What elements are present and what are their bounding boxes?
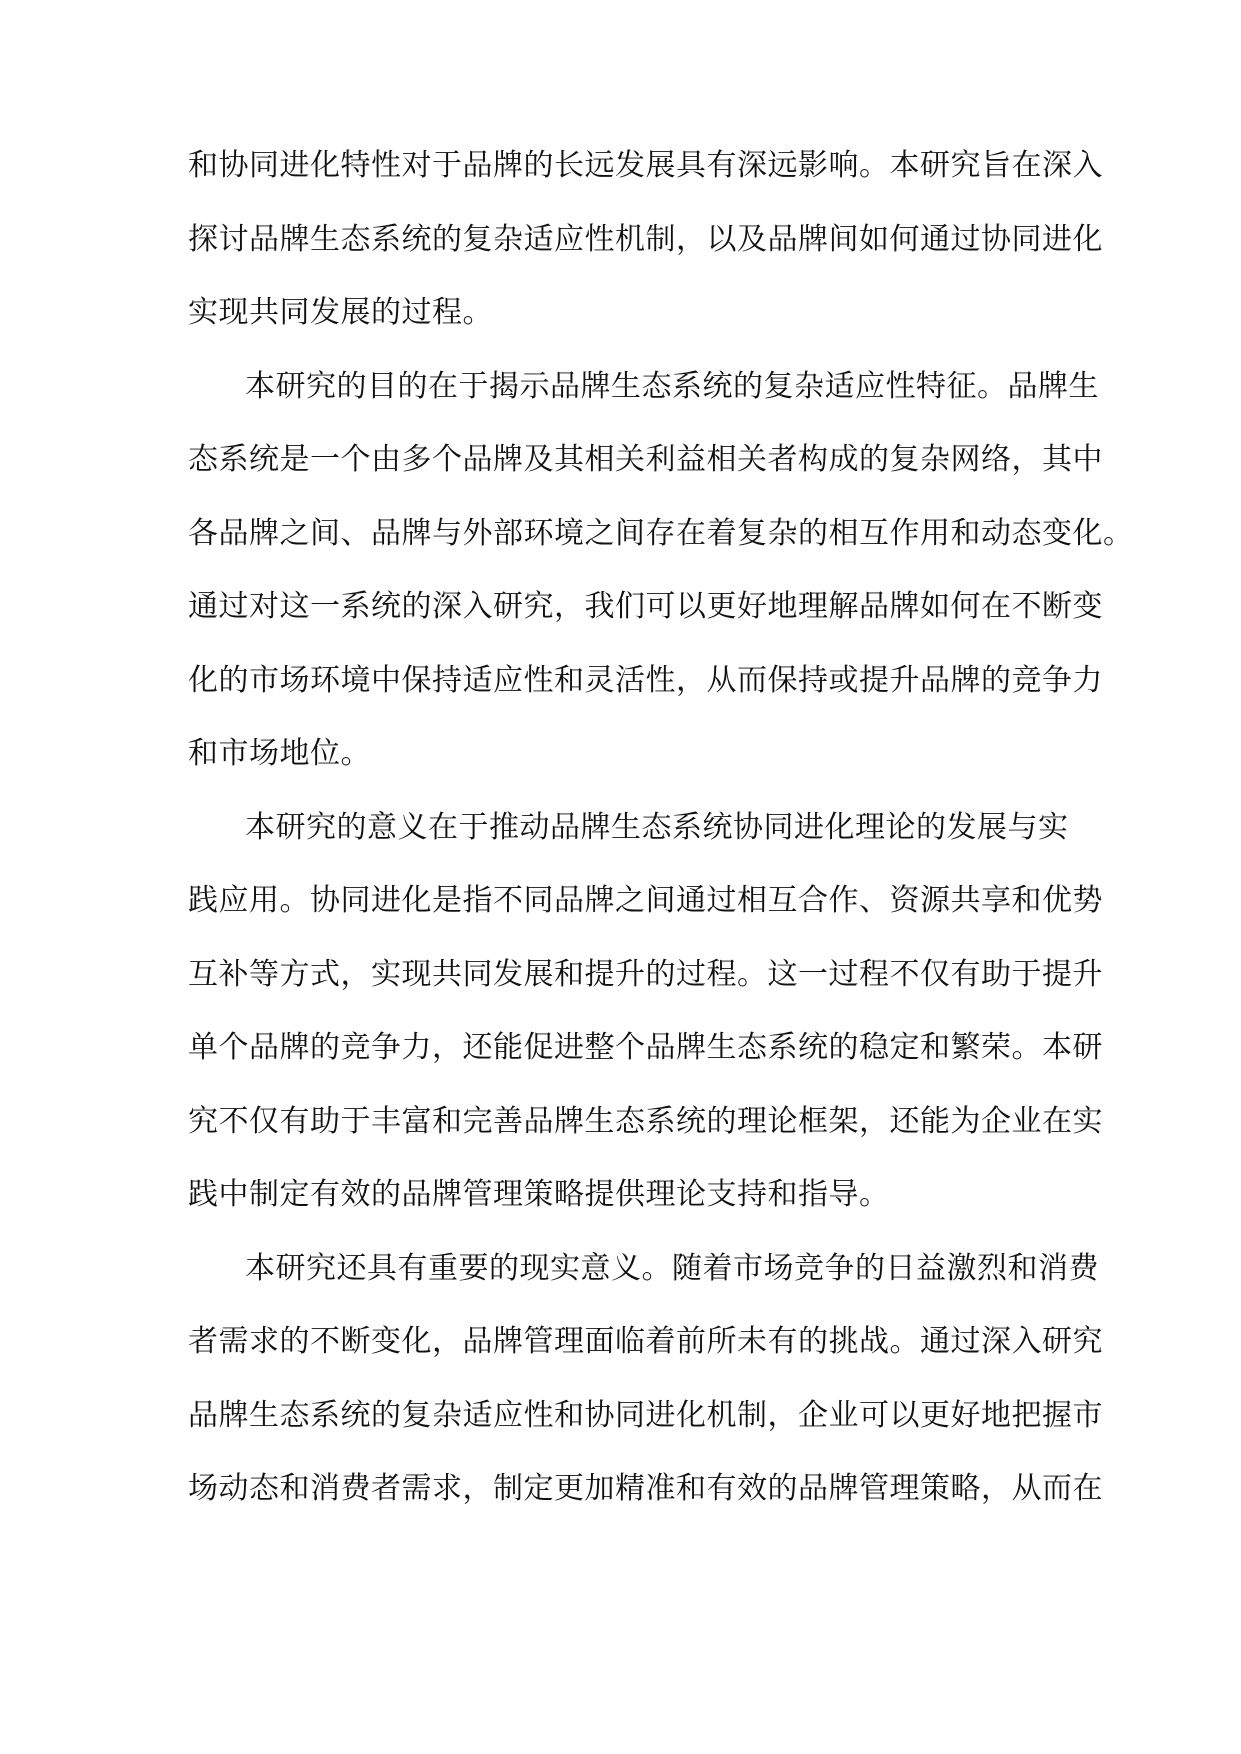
text-line: 究不仅有助于丰富和完善品牌生态系统的理论框架，还能为企业在实	[188, 1103, 1103, 1139]
text-line: 实现共同发展的过程。	[188, 295, 493, 330]
text-line: 通过对这一系统的深入研究，我们可以更好地理解品牌如何在不断变	[188, 589, 1103, 624]
text-line: 各品牌之间、品牌与外部环境之间存在着复杂的相互作用和动态变化。	[188, 515, 1134, 551]
paragraph-start-line: 本研究的目的在于揭示品牌生态系统的复杂适应性特征。品牌生	[245, 368, 1099, 404]
text-line: 探讨品牌生态系统的复杂适应性机制，以及品牌间如何通过协同进化	[188, 221, 1103, 257]
text-line: 单个品牌的竞争力，还能促进整个品牌生态系统的稳定和繁荣。本研	[188, 1030, 1103, 1065]
text-line: 互补等方式，实现共同发展和提升的过程。这一过程不仅有助于提升	[188, 956, 1103, 992]
text-line: 品牌生态系统的复杂适应性和协同进化机制，企业可以更好地把握市	[188, 1397, 1103, 1433]
text-line: 和市场地位。	[188, 736, 371, 771]
text-line: 场动态和消费者需求，制定更加精准和有效的品牌管理策略，从而在	[188, 1471, 1103, 1506]
text-line: 和协同进化特性对于品牌的长远发展具有深远影响。本研究旨在深入	[188, 148, 1103, 183]
paragraph-start-line: 本研究还具有重要的现实意义。随着市场竞争的日益激烈和消费	[245, 1250, 1099, 1286]
body-text	[188, 146, 1134, 1543]
text-line: 化的市场环境中保持适应性和灵活性，从而保持或提升品牌的竞争力	[188, 662, 1103, 698]
text-line: 态系统是一个由多个品牌及其相关利益相关者构成的复杂网络，其中	[188, 442, 1103, 477]
paragraph-start-line: 本研究的意义在于推动品牌生态系统协同进化理论的发展与实	[245, 809, 1069, 845]
text-line: 践中制定有效的品牌管理策略提供理论支持和指导。	[188, 1177, 890, 1212]
text-line: 践应用。协同进化是指不同品牌之间通过相互合作、资源共享和优势	[188, 883, 1103, 918]
text-line: 者需求的不断变化，品牌管理面临着前所未有的挑战。通过深入研究	[188, 1324, 1103, 1359]
